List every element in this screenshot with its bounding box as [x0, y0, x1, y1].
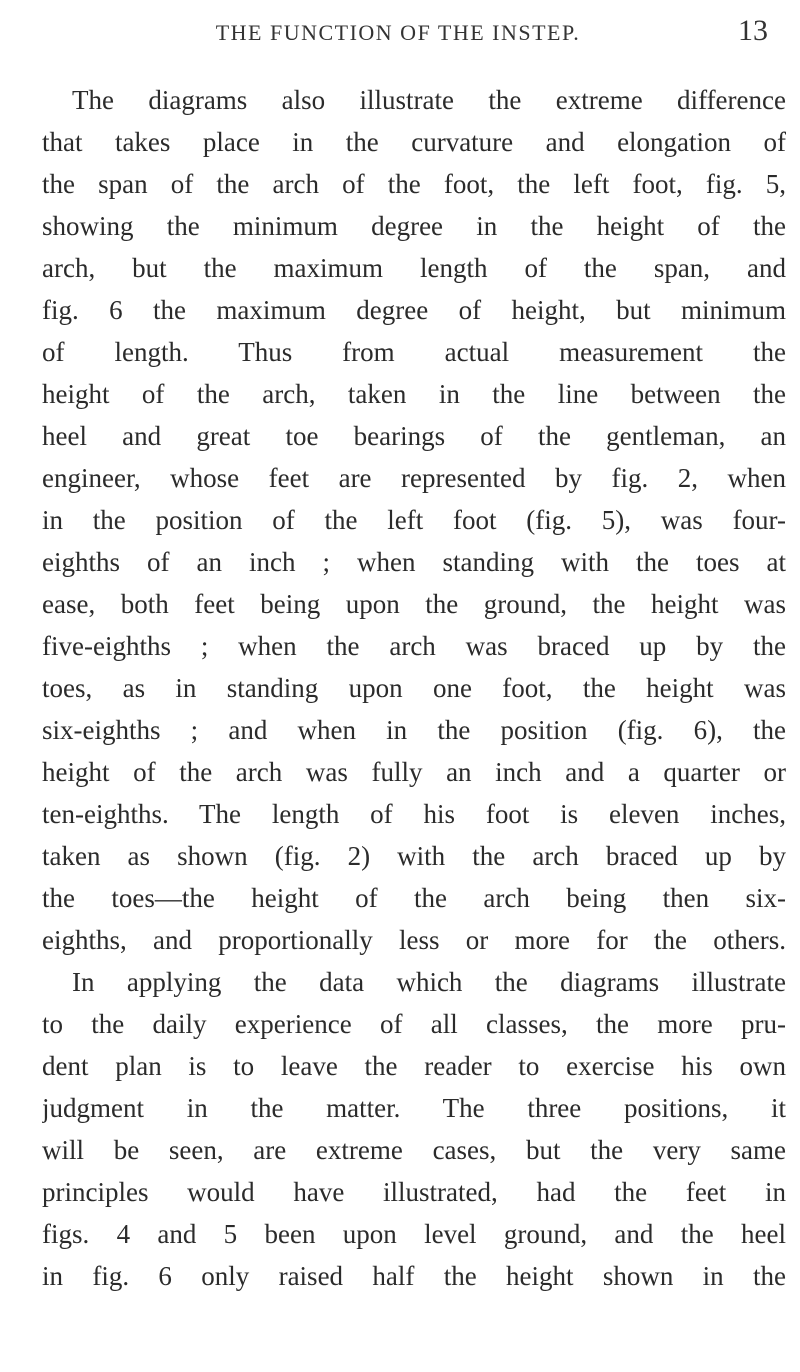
- text-line: in the position of the left foot (fig. 5), was four-: [42, 505, 786, 535]
- text-line: figs. 4 and 5 been upon level ground, and the heel: [42, 1219, 786, 1249]
- text-line: fig. 6 the maximum degree of height, but minimum: [42, 295, 786, 325]
- text-line: height of the arch, taken in the line between the: [42, 379, 786, 409]
- text-line: the span of the arch of the foot, the left foot, fig. 5,: [42, 169, 786, 199]
- text-line: six-eighths ; and when in the position (fig. 6), the: [42, 715, 786, 745]
- text-line: will be seen, are extreme cases, but the very same: [42, 1135, 786, 1165]
- text-line: eighths of an inch ; when standing with the toes at: [42, 547, 786, 577]
- text-line: ten-eighths. The length of his foot is eleven inches,: [42, 799, 786, 829]
- text-line: principles would have illustrated, had the feet in: [42, 1177, 786, 1207]
- page-number: 13: [738, 14, 768, 47]
- text-line: of length. Thus from actual measurement the: [42, 337, 786, 367]
- text-line: eighths, and proportionally less or more for the others.: [42, 925, 786, 955]
- text-line: five-eighths ; when the arch was braced up by the: [42, 631, 786, 661]
- text-line: engineer, whose feet are represented by fig. 2, when: [42, 463, 786, 493]
- text-line: ease, both feet being upon the ground, the height was: [42, 589, 786, 619]
- text-line: dent plan is to leave the reader to exercise his own: [42, 1051, 786, 1081]
- text-line: toes, as in standing upon one foot, the height was: [42, 673, 786, 703]
- text-line: the toes—the height of the arch being then six-: [42, 883, 786, 913]
- text-line: In applying the data which the diagrams illustrate: [72, 967, 786, 997]
- text-line: showing the minimum degree in the height of the: [42, 211, 786, 241]
- text-line: to the daily experience of all classes, the more pru-: [42, 1009, 786, 1039]
- text-line: arch, but the maximum length of the span, and: [42, 253, 786, 283]
- text-line: judgment in the matter. The three positions, it: [42, 1093, 786, 1123]
- body-text: [42, 79, 786, 1297]
- text-line: in fig. 6 only raised half the height shown in the: [42, 1261, 786, 1291]
- text-line: that takes place in the curvature and elongation of: [42, 127, 786, 157]
- text-line: height of the arch was fully an inch and a quarter or: [42, 757, 786, 787]
- text-line: The diagrams also illustrate the extreme difference: [72, 85, 786, 115]
- text-line: heel and great toe bearings of the gentleman, an: [42, 421, 786, 451]
- text-line: taken as shown (fig. 2) with the arch braced up by: [42, 841, 786, 871]
- running-head: THE FUNCTION OF THE INSTEP.: [215, 20, 581, 45]
